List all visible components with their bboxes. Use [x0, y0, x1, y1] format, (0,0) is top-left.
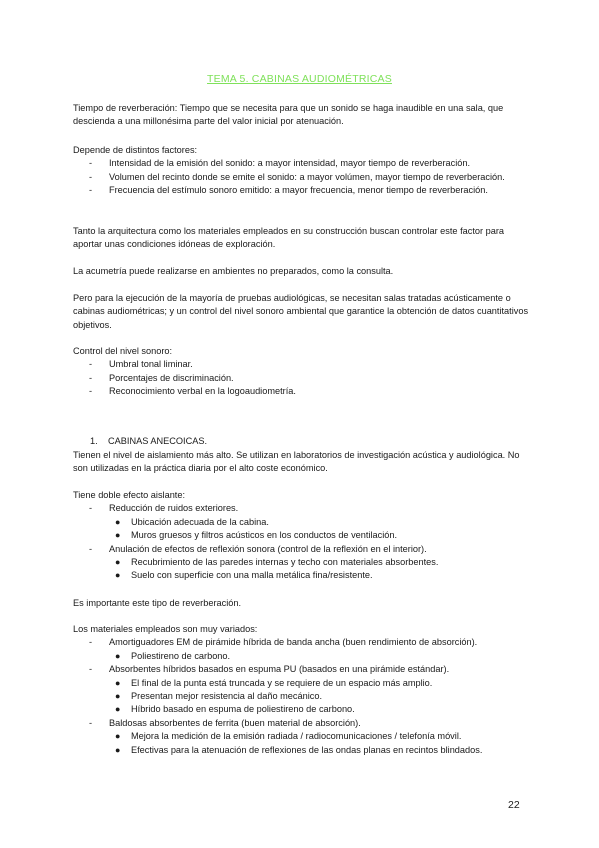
list-item: - Absorbentes híbridos basados en espuma PU (basados en una pirámide estándar).	[89, 664, 450, 675]
sub-list-item: ● Presentan mejor resistencia al daño mecánico.	[115, 691, 322, 702]
sub-list-item: ● Mejora la medición de la emisión radiada / radiocomunicaciones / telefonía móvil.	[115, 731, 462, 742]
sub-list-item: ● Muros gruesos y filtros acústicos en los conductos de ventilación.	[115, 530, 398, 541]
list-item: - Baldosas absorbentes de ferrita (buen material de absorción).	[89, 717, 361, 728]
importante-paragraph: Es importante este tipo de reverberación.	[73, 598, 242, 608]
materiales-section	[73, 623, 533, 757]
section-number: 1.	[90, 436, 98, 446]
sub-list-item: ● Ubicación adecuada de la cabina.	[115, 516, 269, 527]
sub-list-item: ● Poliestireno de carbono.	[115, 650, 231, 661]
acumetria-paragraph: La acumetría puede realizarse en ambientes no preparados, como la consulta.	[73, 266, 394, 276]
page-number: 22	[508, 799, 520, 811]
control-section	[73, 345, 533, 399]
list-item: - Volumen del recinto donde se emite el sonido: a mayor volúmen, mayor tiempo de reverberación.	[89, 171, 505, 182]
doble-section	[73, 489, 533, 583]
list-item: - Umbral tonal liminar.	[89, 359, 193, 370]
list-item: - Frecuencia del estímulo sonoro emitido: a mayor frecuencia, menor tiempo de reverberación.	[89, 185, 488, 196]
control-intro: Control del nivel sonoro:	[73, 346, 173, 356]
sub-list-item: ● Suelo con superficie con una malla metálica fina/resistente.	[115, 570, 373, 581]
doble-intro: Tiene doble efecto aislante:	[73, 490, 186, 500]
sub-list-item: ● Efectivas para la atenuación de reflexiones de las ondas planas en recintos blindados.	[115, 744, 483, 755]
depends-section	[73, 144, 533, 198]
page-title: TEMA 5. CABINAS AUDIOMÉTRICAS	[207, 73, 392, 85]
list-item: - Intensidad de la emisión del sonido: a mayor intensidad, mayor tiempo de reverberación.	[89, 158, 471, 169]
list-item: - Anulación de efectos de reflexión sonora (control de la reflexión en el interior).	[89, 543, 427, 554]
materiales-intro: Los materiales empleados son muy variados:	[73, 624, 258, 634]
list-item: - Porcentajes de discriminación.	[89, 372, 234, 383]
architecture-paragraph: Tanto la arquitectura como los materiales empleados en su construcción buscan controlar este factor para aportar unas condiciones idóneas de exploración.	[73, 226, 505, 250]
reverb-definition: Tiempo de reverberación: Tiempo que se necesita para que un sonido se haga inaudible en una sala, que descienda a una millonésima parte del valor inicial por atenuación.	[73, 103, 504, 127]
list-item: - Reducción de ruidos exteriores.	[89, 503, 239, 514]
depends-intro: Depende de distintos factores:	[73, 145, 198, 155]
sub-list-item: ● El final de la punta está truncada y se requiere de un espacio más amplio.	[115, 677, 433, 688]
list-item: - Reconocimiento verbal en la logoaudiometría.	[89, 386, 296, 397]
sub-list-item: ● Híbrido basado en espuma de poliestireno de carbono.	[115, 704, 355, 715]
anecoicas-paragraph: Tienen el nivel de aislamiento más alto. Se utilizan en laboratorios de investigación acústica y audiológica. No son utilizadas en la práctica diaria por el alto coste económico.	[73, 450, 520, 474]
list-item: - Amortiguadores EM de pirámide híbrida de banda ancha (buen rendimiento de absorción).	[89, 637, 478, 648]
sub-list-item: ● Recubrimiento de las paredes internas y techo con materiales absorbentes.	[115, 557, 439, 568]
pruebas-paragraph: Pero para la ejecución de la mayoría de pruebas audiológicas, se necesitan salas tratadas acústicamente o cabinas audiométricas; y un control del nivel sonoro ambiental que garantice la obtención de datos cuantitativos objetivos.	[73, 293, 529, 330]
section-title: CABINAS ANECOICAS.	[108, 436, 208, 446]
